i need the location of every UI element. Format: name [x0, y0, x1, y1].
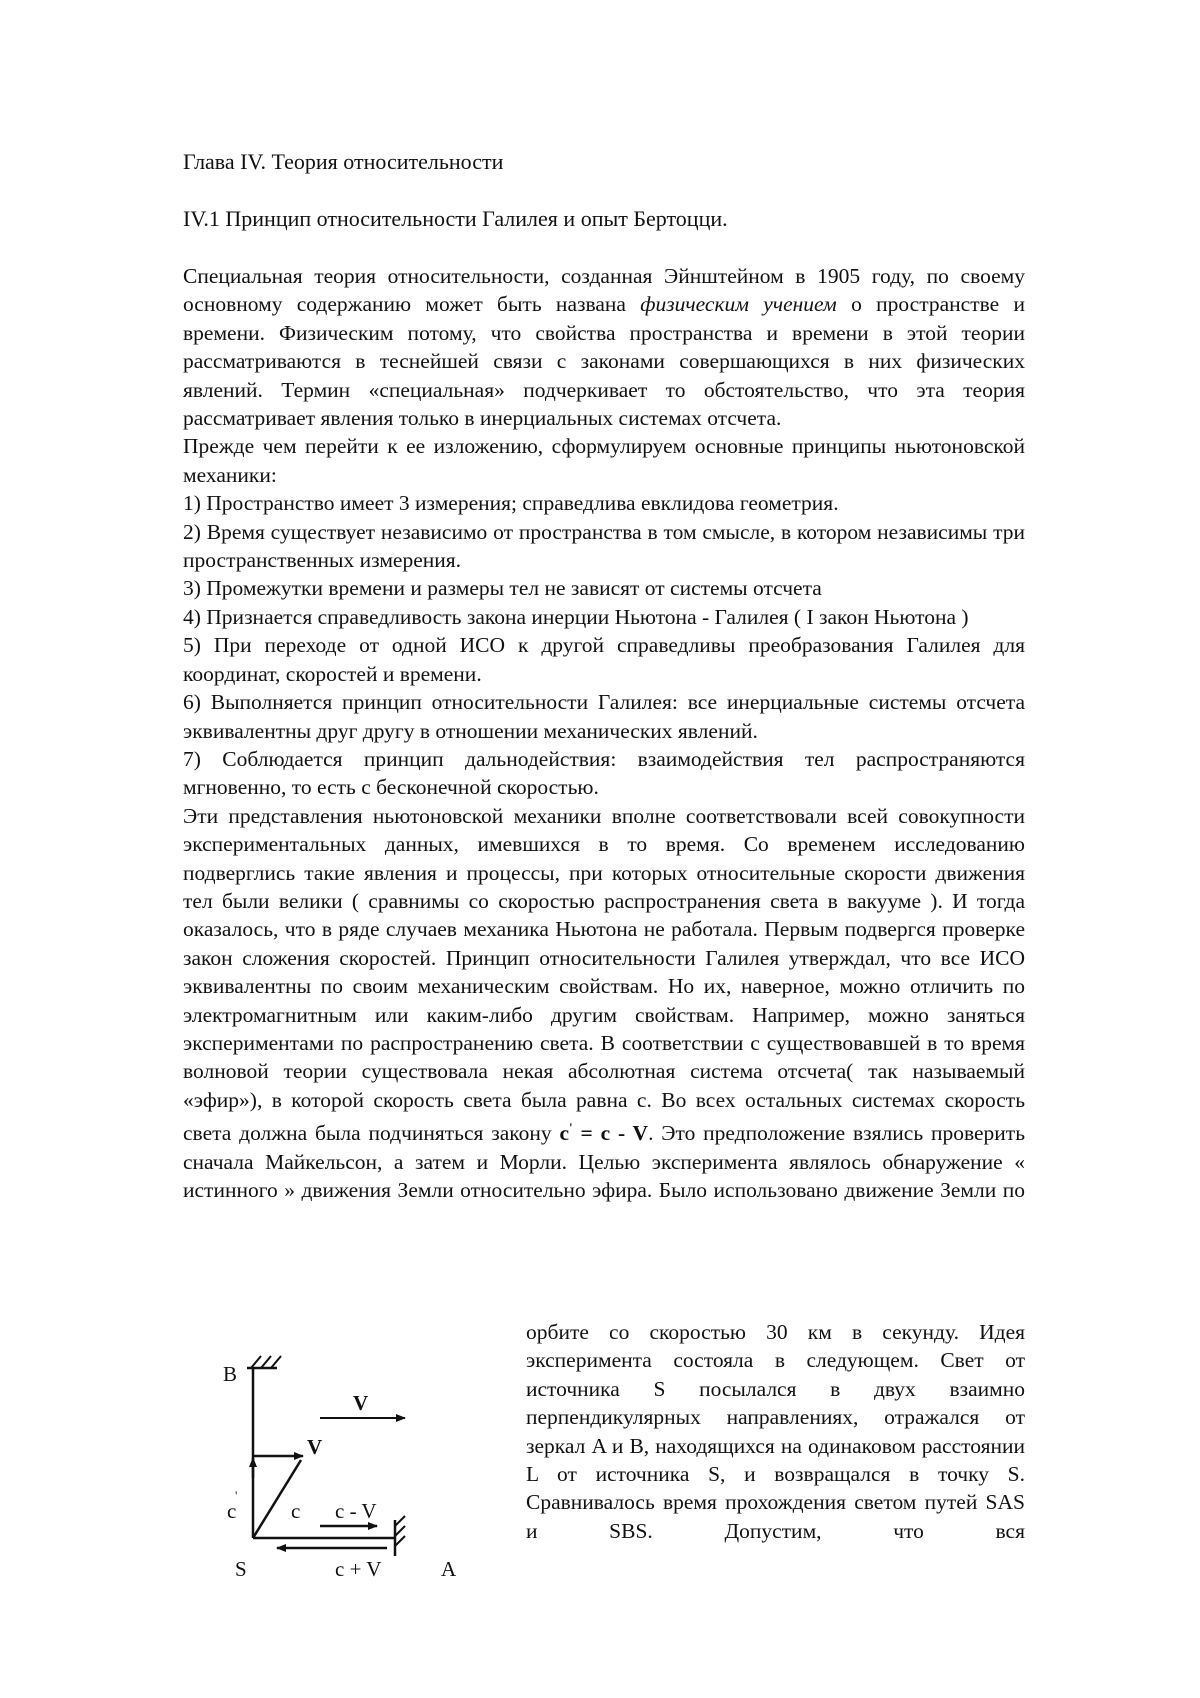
paragraph-intro-part1: Специальная теория относительности, созданная Эйнштейном в 1905 году, по своему основному содержанию может быть названа	[183, 264, 1025, 317]
paragraph-principles-intro: Прежде чем перейти к ее изложению, сформулируем основные принципы ньютоновской механики:	[183, 434, 1025, 487]
label-c: c	[291, 1499, 301, 1523]
list-item-2: 2) Время существует независимо от пространства в том смысле, в котором независимы три пространственных измерения.	[183, 519, 1025, 573]
list-item-5: 5) При переходе от одной ИСО к другой справедливы преобразования Галилея для координат, скоростей и времени.	[183, 633, 1025, 686]
paragraph-experiment-description: орбите со скоростью 30 км в секунду. Идея эксперимента состояла в следующем. Свет от источника S посылался в двух взаимно перпендикулярных направлениях, отражался от зеркал A и B, находящихся на одинаковом расстоянии L от источника S, и возвращался в точку S. Сравнивалось время прохождения светом путей SAS и SBS. Допустим, что вся	[526, 1320, 1025, 1543]
mirror-b-icon	[247, 1356, 281, 1368]
michelson-diagram	[205, 1350, 475, 1590]
label-c-prime: c	[227, 1499, 237, 1523]
mirror-a-icon	[395, 1516, 405, 1556]
paragraph-intro-emphasis: физическим учением	[640, 292, 837, 317]
paragraph-experiments-part1: Эти представления ньютоновской механики вполне соответствовали всей совокупности экспериментальных данных, имевшихся в то время. Со временем исследованию подверглись такие явления и процессы, при которых относительные скорости движения тел были велики ( сравнимы со скоростью распространения света в вакууме ). И тогда оказалось, что в ряде случаев механика Ньютона не работала. Первым подвергся проверке закон сложения скоростей. Принцип относительности Галилея утверждал, что все ИСО эквивалентны по своим механическим свойствам. Но их, наверное, можно отличить по электромагнитным или каким-либо другим свойствам. Например, можно заняться экспериментами по распространению света. В соответствии с существовавшей в то время волновой теории существовала некая абсолютная система отсчета( так называемый «эфир»), в которой скорость света была равна с. Во всех остальных системах скорость света должна была подчиняться закону	[183, 803, 1025, 1146]
label-s: S	[235, 1557, 247, 1581]
paragraph-intro	[183, 262, 1025, 432]
chapter-title: Глава IV. Теория относительности	[183, 149, 504, 174]
paragraph-experiments	[183, 802, 1025, 1205]
section-title: IV.1 Принцип относительности Галилея и опыт Бертоцци.	[183, 206, 728, 231]
label-a: A	[441, 1557, 457, 1581]
list-item-1: 1) Пространство имеет 3 измерения; справедлива евклидова геометрия.	[183, 491, 839, 516]
formula-prime: '	[569, 1120, 573, 1136]
paragraph-intro-part2: о пространстве и времени. Физическим потому, что свойства пространства и времени в этой теории рассматриваются в теснейшей связи с законами совершающихся в них физических явлений. Термин «специальная» подчеркивает то обстоятельство, что эта теория рассматривает явления только в инерциальных системах отсчета.	[183, 292, 1025, 431]
list-item-7: 7) Соблюдается принцип дальнодействия: взаимодействия тел распространяются мгновенно, то есть с бесконечной скоростью.	[183, 746, 1025, 800]
list-item-3: 3) Промежутки времени и размеры тел не зависят от системы отсчета	[183, 576, 822, 601]
label-c-minus-v: c - V	[335, 1499, 377, 1523]
formula-light-speed	[559, 1121, 648, 1145]
list-item-4: 4) Признается справедливость закона инерции Ньютона - Галилея ( I закон Ньютона )	[183, 604, 969, 629]
main-text	[183, 262, 1025, 1205]
label-c-plus-v: c + V	[335, 1557, 382, 1581]
list-item-6: 6) Выполняется принцип относительности Галилея: все инерциальные системы отсчета эквивалентны друг другу в отношении механических явлений.	[183, 690, 1025, 743]
formula-rest: = c - V	[572, 1121, 649, 1146]
paragraph-experiments-part2: . Это предположение взялись проверить сначала Майкельсон, а затем и Морли. Целью эксперимента являлось обнаружение « истинного » движения Земли относительно эфира. Было использовано движение Земли по	[183, 1121, 1026, 1203]
label-v-top: V	[353, 1391, 369, 1415]
formula-c: c	[559, 1121, 570, 1146]
label-prime-mark: '	[235, 1488, 238, 1503]
label-v-mid: V	[307, 1435, 323, 1459]
label-b: B	[223, 1362, 238, 1386]
right-column-text	[526, 1318, 1025, 1545]
